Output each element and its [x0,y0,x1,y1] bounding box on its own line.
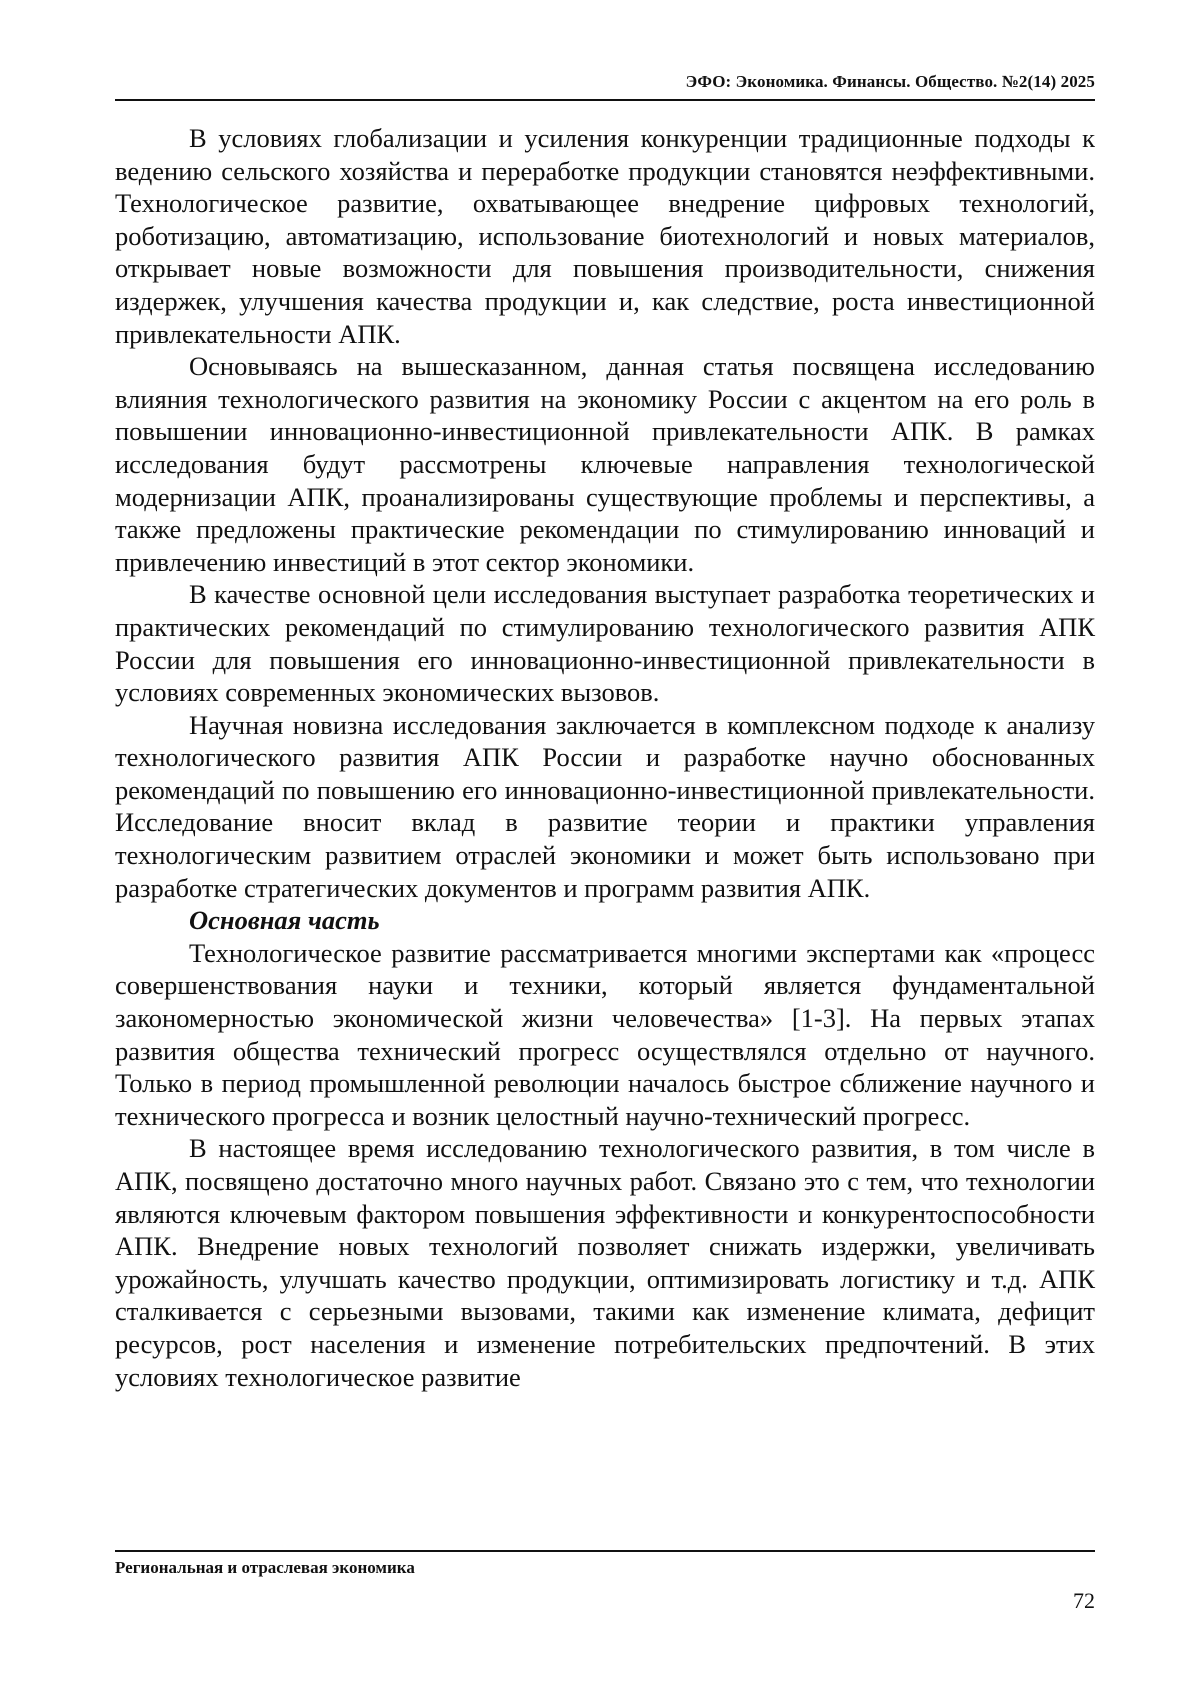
paragraph-4: Научная новизна исследования заключается в комплексном подходе к анализу технологического развития АПК России и разработке научно обоснованных рекомендаций по повышению его инновационно-инвестиционной привлекательности. Исследование вносит вклад в развитие теории и практики управления технологическим развитием отраслей экономики и может быть использовано при разработке стратегических документов и программ развития АПК. [115,709,1095,903]
paragraph-2: Основываясь на вышесказанном, данная статья посвящена исследованию влияния технологического развития на экономику России с акцентом на его роль в повышении инновационно-инвестиционной привлекательности АПК. В рамках исследования будут рассмотрены ключевые направления технологической модернизации АПК, проанализированы существующие проблемы и перспективы, а также предложены практические рекомендации по стимулированию инноваций и привлечению инвестиций в этот сектор экономики. [115,351,1095,577]
paragraph-6: В настоящее время исследованию технологического развития, в том числе в АПК, посвящено достаточно много научных работ. Связано это с тем, что технологии являются ключевым фактором повышения эффективности и конкурентоспособности АПК. Внедрение новых технологий позволяет снижать издержки, увеличивать урожайность, улучшать качество продукции, оптимизировать логистику и т.д. АПК сталкивается с серьезными вызовами, такими как изменение климата, дефицит ресурсов, рост населения и изменение потребительских предпочтений. В этих условиях технологическое развитие [115,1133,1095,1392]
paragraph-5: Технологическое развитие рассматривается многими экспертами как «процесс совершенствования науки и техники, который является фундаментальной закономерностью экономической жизни человечества» [1-3]. На первых этапах развития общества технический прогресс осуществлялся отдельно от научного. Только в период промышленной революции началось быстрое сближение научного и технического прогресса и возник целостный научно-технический прогресс. [115,937,1095,1131]
paragraph-1: В условиях глобализации и усиления конкуренции традиционные подходы к ведению сельского хозяйства и переработке продукции становятся неэффективными. Технологическое развитие, охватывающее внедрение цифровых технологий, роботизацию, автоматизацию, использование биотехнологий и новых материалов, открывает новые возможности для повышения производительности, снижения издержек, улучшения качества продукции и, как следствие, роста инвестиционной привлекательности АПК. [115,123,1095,349]
section-heading: Основная часть [189,905,380,936]
footer-rule [115,1550,1095,1552]
paragraph-3: В качестве основной цели исследования выступает разработка теоретических и практических рекомендаций по стимулированию технологического развития АПК России для повышения его инновационно-инвестиционной привлекательности в условиях современных экономических вызовов. [115,579,1095,708]
header-rule [115,99,1095,101]
article-body [115,122,1095,1393]
running-header: ЭФО: Экономика. Финансы. Общество. №2(14) 2025 [685,72,1095,91]
running-footer: Региональная и отраслевая экономика [115,1558,415,1577]
page-number: 72 [1073,1588,1095,1613]
